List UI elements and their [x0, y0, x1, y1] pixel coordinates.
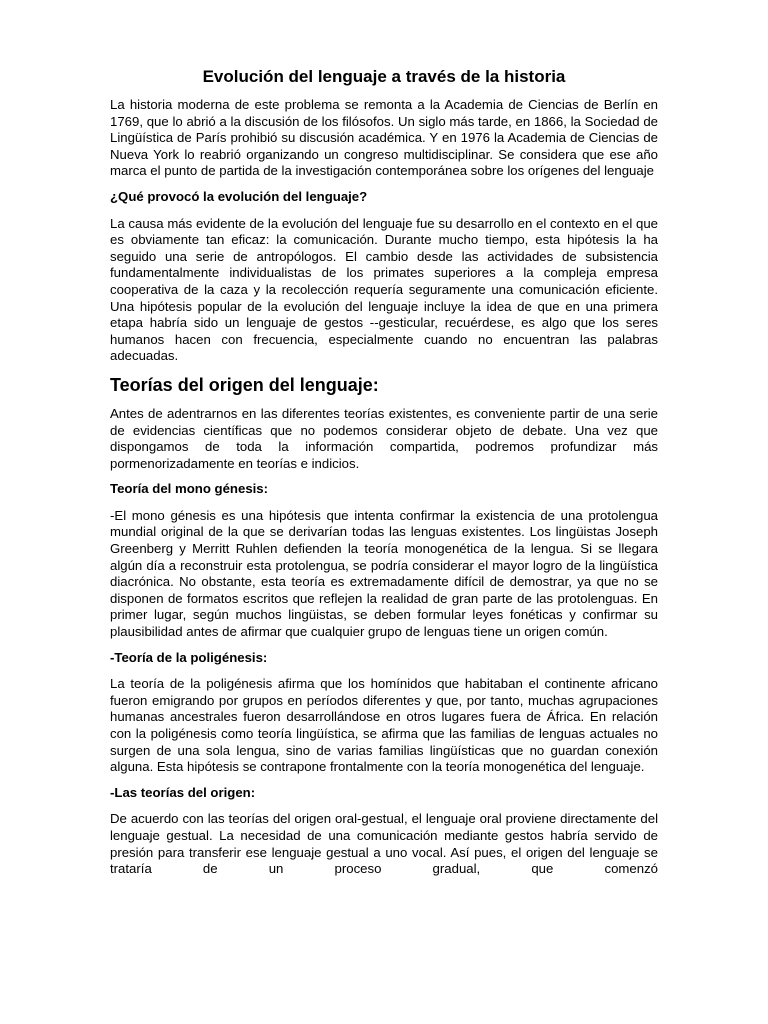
intro-paragraph: La historia moderna de este problema se remonta a la Academia de Ciencias de Berlín en 1769, que lo abrió a la discusión de los filósofos. Un siglo más tarde, en 1866, la Sociedad de Lingüística de París prohibió su discusión académica. Y en 1976 la Academia de Ciencias de Nueva York lo reabrió organizando un congreso multidisciplinar. Se considera que ese año marca el punto de partida de la investigación contemporánea sobre los orígenes del lenguaje	[110, 97, 658, 179]
monogenesis-paragraph: -El mono génesis es una hipótesis que intenta confirmar la existencia de una protolengua mundial original de la que se derivarían todas las lenguas existentes. Los lingüistas Joseph Greenberg y Merritt Ruhlen defienden la teoría monogenética de la lengua. Si se llegara algún día a reconstruir esta protolengua, se podría considerar el mayor logro de la lingüística diacrónica. No obstante, esta teoría es extremadamente difícil de demostrar, ya que no se disponen de formatos escritos que reflejen la realidad de gran parte de las protolenguas. En primer lugar, según muchos lingüistas, se deben formular leyes fonéticas y confirmar su plausibilidad antes de afirmar que cualquier grupo de lenguas tiene un origen común.	[110, 507, 658, 640]
polygenesis-paragraph: La teoría de la poligénesis afirma que los homínidos que habitaban el continente africano fueron emigrando por grupos en períodos diferentes y que, por tanto, muchas agrupaciones humanas ancestrales fueron desarrollándose en otros lugares fuera de África. En relación con la poligénesis como teoría lingüística, se afirma que las familias de lenguas actuales no surgen de una sola lengua, sino de varias familias lingüísticas que no guardan conexión alguna. Esta hipótesis se contrapone frontalmente con la teoría monogenética del lenguaje.	[110, 676, 658, 775]
section-heading: Teorías del origen del lenguaje:	[110, 374, 379, 395]
question-heading: ¿Qué provocó la evolución del lenguaje?	[110, 188, 368, 204]
document-page	[110, 66, 658, 887]
section-intro-paragraph: Antes de adentrarnos en las diferentes teorías existentes, es conveniente partir de una serie de evidencias científicas que no podemos considerar objeto de debate. Una vez que dispongamos de toda la información compartida, podremos profundizar más pormenorizadamente en teorías e indicios.	[110, 405, 658, 471]
polygenesis-heading: -Teoría de la poligénesis:	[110, 649, 268, 665]
document-title: Evolución del lenguaje a través de la historia	[202, 67, 566, 86]
monogenesis-heading: Teoría del mono génesis:	[110, 481, 269, 497]
origin-theories-paragraph: De acuerdo con las teorías del origen oral-gestual, el lenguaje oral proviene directamente del lenguaje gestual. La necesidad de una comunicación mediante gestos habría servido de presión para transferir ese lenguaje gestual a uno vocal. Así pues, el origen del lenguaje se trataría de un proceso gradual, que comenzó	[110, 811, 658, 877]
question-paragraph: La causa más evidente de la evolución del lenguaje fue su desarrollo en el contexto en el que es obviamente tan eficaz: la comunicación. Durante mucho tiempo, esta hipótesis la ha seguido una serie de antropólogos. El cambio desde las actividades de subsistencia fundamentalmente individualistas de los primates superiores a la compleja empresa cooperativa de la caza y la recolección requería seguramente una comunicación eficiente. Una hipótesis popular de la evolución del lenguaje incluye la idea de que en una primera etapa habría sido un lenguaje de gestos --gesticular, recuérdese, es algo que los seres humanos hacen con frecuencia, especialmente cuando no encuentran las palabras adecuadas.	[110, 215, 658, 364]
origin-theories-heading: -Las teorías del origen:	[110, 784, 256, 800]
